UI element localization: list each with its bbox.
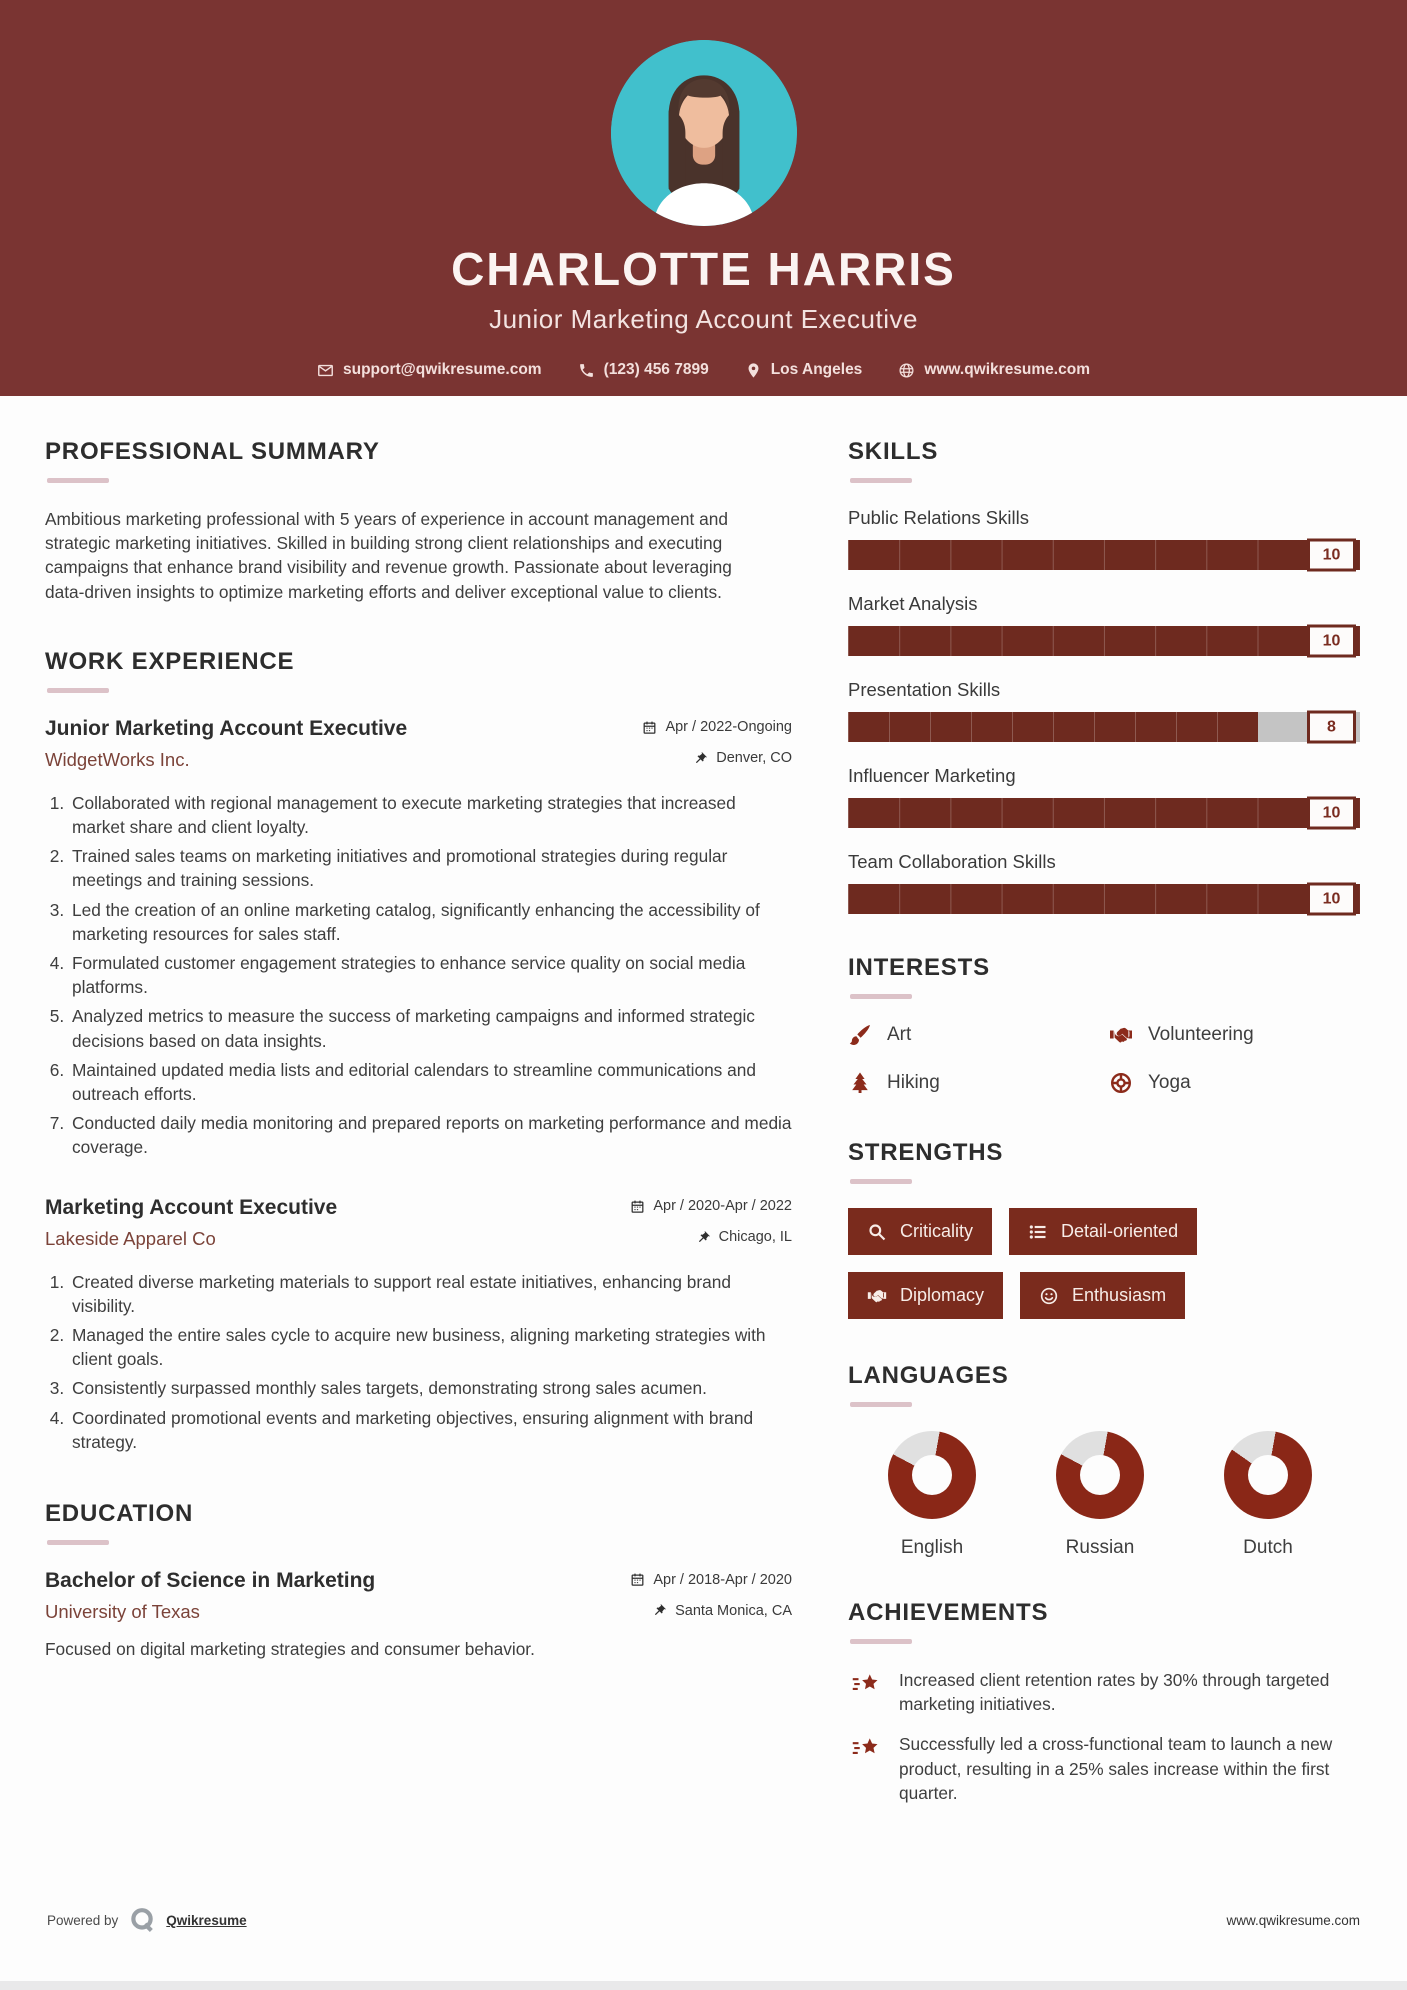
skill-bar-fill [848, 884, 1360, 914]
job-location [696, 1229, 792, 1245]
job-date [642, 719, 792, 735]
handshake-icon [1109, 1023, 1133, 1047]
list-icon [1028, 1222, 1048, 1242]
work-experience-section [45, 648, 792, 1454]
education-date-text: Apr / 2018-Apr / 2020 [653, 1571, 792, 1588]
job-entry-2 [45, 1196, 792, 1454]
skill-row-presentation [848, 679, 1360, 742]
achievement-item-1 [848, 1668, 1360, 1716]
pushpin-icon [652, 1603, 667, 1618]
section-heading-languages: LANGUAGES [848, 1362, 1009, 1389]
shooting-star-icon [848, 1670, 882, 1700]
skill-value-badge: 10 [1307, 539, 1356, 572]
header [0, 0, 1407, 396]
contact-email-text: support@qwikresume.com [343, 361, 542, 378]
strength-detail-oriented [1009, 1208, 1197, 1255]
heading-underline [47, 1540, 109, 1545]
languages-grid [848, 1431, 1360, 1559]
skill-bar [848, 884, 1360, 914]
calendar-icon [630, 1572, 645, 1587]
job-bullet: 1. Collaborated with regional management to execute marketing strategies that increased market share and client loyalty. [69, 791, 792, 839]
interests-grid [848, 1023, 1360, 1095]
interest-label: Volunteering [1148, 1024, 1254, 1045]
avatar [611, 40, 797, 226]
achievements-section [848, 1599, 1360, 1805]
heading-underline [47, 478, 109, 483]
qwikresume-logo-icon [128, 1906, 156, 1934]
strength-enthusiasm [1020, 1272, 1185, 1319]
search-icon [867, 1222, 887, 1242]
qwikresume-link[interactable]: Qwikresume [166, 1912, 247, 1928]
skill-value-badge: 10 [1307, 625, 1356, 658]
strength-label: Diplomacy [900, 1285, 985, 1305]
job-bullet: 3. Consistently surpassed monthly sales targets, demonstrating strong sales acumen. [69, 1376, 792, 1400]
heading-underline [47, 688, 109, 693]
contact-website-text: www.qwikresume.com [924, 361, 1090, 378]
job-date-text: Apr / 2022-Ongoing [665, 719, 792, 736]
contact-location-text: Los Angeles [770, 361, 863, 378]
heading-underline [850, 1179, 912, 1184]
envelope-icon [317, 362, 334, 379]
skill-bar-fill [848, 626, 1360, 656]
job-bullet-list [45, 791, 792, 1160]
skill-label: Market Analysis [848, 593, 978, 614]
achievement-text: Increased client retention rates by 30% through targeted marketing initiatives. [899, 1670, 1330, 1715]
map-marker-icon [745, 362, 762, 379]
education-note: Focused on digital marketing strategies and consumer behavior. [45, 1639, 535, 1660]
education-date [630, 1572, 792, 1588]
footer [47, 1906, 1360, 1934]
calendar-icon [630, 1199, 645, 1214]
globe-icon [898, 362, 915, 379]
achievement-text: Successfully led a cross-functional team to launch a new product, resulting in a 25% sales increase within the first quarter. [899, 1734, 1333, 1803]
school-name: University of Texas [45, 1601, 200, 1623]
right-column [848, 438, 1360, 1821]
language-label: Dutch [1243, 1537, 1293, 1558]
interest-volunteering [1109, 1023, 1360, 1047]
summary-text: Ambitious marketing professional with 5 years of experience in account management and strategic marketing initiatives. Skilled in building strong client relationships and executing campaigns that enhance brand visibility and revenue growth. Passionate about leveraging data-driven insights to optimize marketing efforts and deliver exceptional value to clients. [45, 509, 732, 602]
education-section [45, 1500, 792, 1661]
heading-underline [850, 1639, 912, 1644]
skill-row-market-analysis [848, 593, 1360, 656]
skill-bar-fill [848, 540, 1360, 570]
contact-location [745, 361, 863, 379]
interest-label: Yoga [1148, 1072, 1191, 1093]
contact-email[interactable] [317, 361, 542, 379]
skill-row-public-relations [848, 507, 1360, 570]
interest-yoga [1109, 1071, 1360, 1095]
skill-value-badge: 10 [1307, 883, 1356, 916]
degree-title: Bachelor of Science in Marketing [45, 1569, 376, 1593]
skill-bar-fill [848, 712, 1258, 742]
heading-underline [850, 994, 912, 999]
left-column [45, 438, 792, 1821]
strengths-grid [848, 1208, 1360, 1336]
skill-value-badge: 8 [1307, 711, 1356, 744]
contact-website[interactable] [898, 361, 1090, 379]
education-location [652, 1603, 792, 1619]
section-heading-summary: PROFESSIONAL SUMMARY [45, 438, 380, 465]
language-label: English [900, 1537, 964, 1558]
contact-phone-text: (123) 456 7899 [603, 361, 709, 378]
footer-branding [47, 1906, 247, 1934]
skill-label: Public Relations Skills [848, 507, 1029, 528]
phone-icon [578, 362, 595, 379]
skill-row-influencer-marketing [848, 765, 1360, 828]
calendar-icon [642, 720, 657, 735]
languages-section [848, 1362, 1360, 1559]
job-bullet: 6. Maintained updated media lists and editorial calendars to streamline communications and outreach efforts. [69, 1058, 792, 1106]
job-bullet: 2. Managed the entire sales cycle to acquire new business, aligning marketing strategies with client goals. [69, 1323, 792, 1371]
strength-criticality [848, 1208, 992, 1255]
job-bullet: 5. Analyzed metrics to measure the success of marketing campaigns and informed strategic decisions based on data insights. [69, 1004, 792, 1052]
strength-label: Detail-oriented [1061, 1221, 1179, 1241]
paintbrush-icon [848, 1023, 872, 1047]
handshake-icon [867, 1286, 887, 1306]
skill-bar [848, 712, 1360, 742]
language-english [848, 1431, 1016, 1559]
footer-site-url[interactable]: www.qwikresume.com [1226, 1912, 1360, 1928]
heading-underline [850, 478, 912, 483]
language-donut-chart [1224, 1431, 1312, 1519]
contact-bar [0, 361, 1407, 379]
job-bullet: 7. Conducted daily media monitoring and prepared reports on marketing performance and media coverage. [69, 1111, 792, 1159]
job-date-text: Apr / 2020-Apr / 2022 [653, 1198, 792, 1215]
section-heading-achievements: ACHIEVEMENTS [848, 1599, 1049, 1626]
heading-underline [850, 1402, 912, 1407]
job-date [630, 1198, 792, 1214]
person-name: CHARLOTTE HARRIS [451, 243, 956, 295]
strength-label: Criticality [900, 1221, 974, 1241]
section-heading-strengths: STRENGTHS [848, 1139, 1004, 1166]
job-bullet: 4. Coordinated promotional events and marketing objectives, ensuring alignment with brand strategy. [69, 1406, 792, 1454]
job-title: Marketing Account Executive [45, 1195, 338, 1219]
language-donut-chart [888, 1431, 976, 1519]
language-label: Russian [1065, 1537, 1135, 1558]
pushpin-icon [693, 751, 708, 766]
smiley-icon [1039, 1286, 1059, 1306]
skill-label: Team Collaboration Skills [848, 851, 1056, 872]
interests-section [848, 954, 1360, 1095]
job-bullet: 3. Led the creation of an online marketing catalog, significantly enhancing the accessibility of marketing resources for sales staff. [69, 898, 792, 946]
section-heading-skills: SKILLS [848, 438, 939, 465]
contact-phone[interactable] [578, 361, 709, 379]
interest-hiking [848, 1071, 1099, 1095]
section-heading-interests: INTERESTS [848, 954, 990, 981]
skill-label: Influencer Marketing [848, 765, 1016, 786]
company-name: WidgetWorks Inc. [45, 748, 190, 770]
skill-value-badge: 10 [1307, 797, 1356, 830]
job-bullet: 4. Formulated customer engagement strategies to enhance service quality on social media platforms. [69, 951, 792, 999]
job-bullet: 2. Trained sales teams on marketing initiatives and promotional strategies during regular meetings and training sessions. [69, 844, 792, 892]
skill-label: Presentation Skills [848, 679, 1001, 700]
section-heading-work: WORK EXPERIENCE [45, 647, 295, 675]
shooting-star-icon [848, 1734, 882, 1764]
powered-by-text: Powered by [47, 1912, 119, 1928]
language-dutch [1184, 1431, 1352, 1559]
job-bullet: 1. Created diverse marketing materials to support real estate initiatives, enhancing brand visibility. [69, 1270, 792, 1318]
strength-diplomacy [848, 1272, 1003, 1319]
life-ring-icon [1109, 1071, 1133, 1095]
skill-row-team-collaboration [848, 851, 1360, 914]
skill-bar [848, 540, 1360, 570]
job-title: Junior Marketing Account Executive [45, 716, 408, 740]
job-bullet-list [45, 1270, 792, 1454]
interest-label: Art [887, 1024, 912, 1045]
professional-summary-section [45, 438, 792, 604]
achievement-item-2 [848, 1732, 1360, 1805]
education-location-text: Santa Monica, CA [675, 1602, 792, 1619]
strength-label: Enthusiasm [1072, 1285, 1167, 1305]
person-job-title: Junior Marketing Account Executive [489, 304, 918, 334]
job-location-text: Chicago, IL [718, 1229, 792, 1246]
avatar-illustration [611, 40, 797, 226]
skill-bar [848, 626, 1360, 656]
strengths-section [848, 1139, 1360, 1336]
interest-label: Hiking [887, 1072, 940, 1093]
skill-bar [848, 798, 1360, 828]
job-location [693, 750, 792, 766]
main-content [0, 396, 1407, 1821]
pushpin-icon [696, 1230, 711, 1245]
pine-tree-icon [848, 1071, 872, 1095]
company-name: Lakeside Apparel Co [45, 1227, 216, 1249]
skills-section [848, 438, 1360, 914]
interest-art [848, 1023, 1099, 1047]
language-russian [1016, 1431, 1184, 1559]
section-heading-education: EDUCATION [45, 1500, 194, 1528]
language-donut-chart [1056, 1431, 1144, 1519]
skill-bar-fill [848, 798, 1360, 828]
bottom-strip [0, 1981, 1407, 1990]
job-entry-1 [45, 717, 792, 1160]
job-location-text: Denver, CO [716, 750, 792, 767]
